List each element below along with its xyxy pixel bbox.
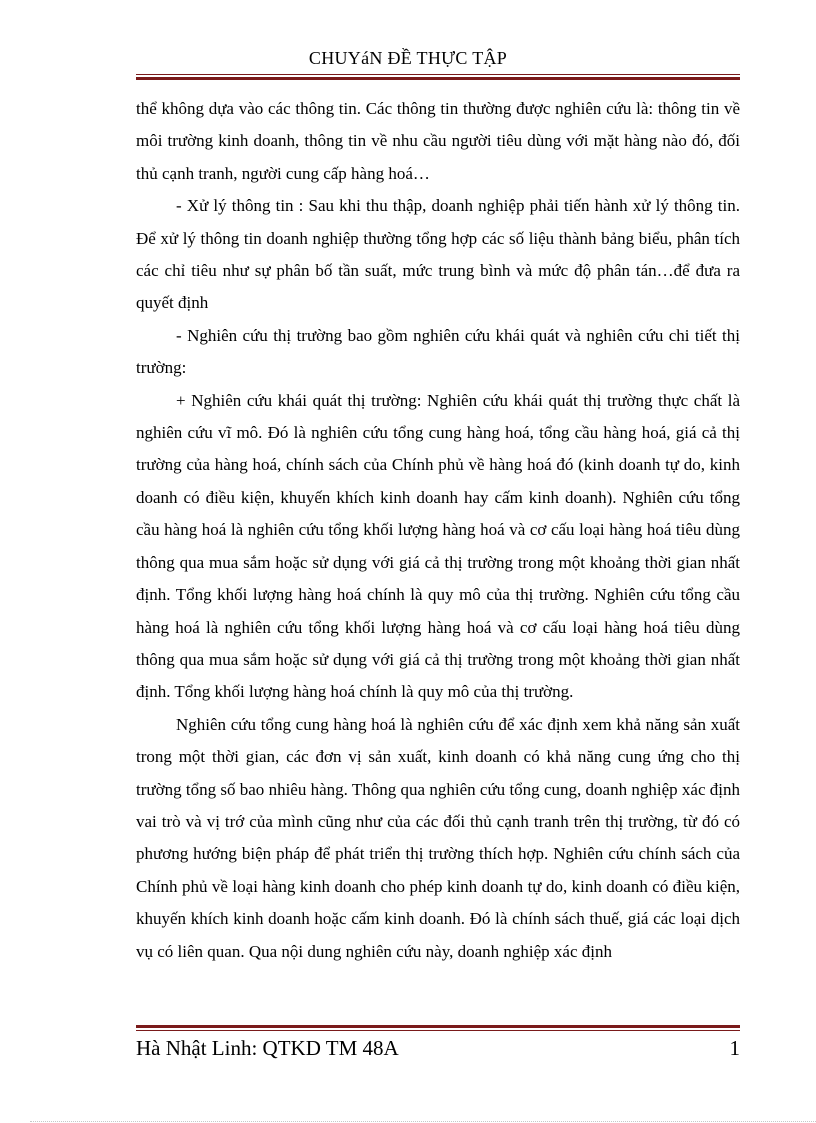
document-body bbox=[136, 93, 740, 968]
header-rule bbox=[136, 74, 740, 80]
header-rule-thin bbox=[136, 74, 740, 75]
paragraph: Nghiên cứu tổng cung hàng hoá là nghiên cứu để xác định xem khả năng sản xuất trong một thời gian, các đơn vị sản xuất, kinh doanh có khả năng cung ứng cho thị trường tổng số bao nhiêu hàng. Thông qua nghiên cứu tổng cung, doanh nghiệp xác định vai trò và vị trớ của mình cũng như của các đối thủ cạnh tranh trên thị trường, từ đó có phương hướng biện pháp để phát triển thị trường thích hợp. Nghiên cứu chính sách của Chính phủ về loại hàng kinh doanh cho phép kinh doanh tự do, kinh doanh có điều kiện, khuyến khích kinh doanh hoặc cấm kinh doanh. Đó là chính sách thuế, giá các loại dịch vụ có liên quan. Qua nội dung nghiên cứu này, doanh nghiệp xác định bbox=[136, 714, 740, 961]
footer-author: Hà Nhật Linh: QTKD TM 48A bbox=[136, 1036, 399, 1060]
paragraph: thể không dựa vào các thông tin. Các thông tin thường được nghiên cứu là: thông tin về môi trường kinh doanh, thông tin về nhu cầu người tiêu dùng với mặt hàng nào đó, đối thủ cạnh tranh, người cung cấp hàng hoá… bbox=[136, 99, 740, 183]
header-rule-thick bbox=[136, 77, 740, 80]
page-number: 1 bbox=[729, 1036, 740, 1060]
paragraph: + Nghiên cứu khái quát thị trường: Nghiên cứu khái quát thị trường thực chất là nghiên cứu vĩ mô. Đó là nghiên cứu tổng cung hàng hoá, tổng cầu hàng hoá, giá cả thị trường của hàng hoá, chính sách của Chính phủ về hàng hoá đó (kinh doanh tự do, kinh doanh có điều kiện, khuyến khích kinh doanh hay cấm kinh doanh). Nghiên cứu tổng cầu hàng hoá là nghiên cứu tổng khối lượng hàng hoá và cơ cấu loại hàng hoá tiêu dùng thông qua mua sắm hoặc sử dụng với giá cả thị trường trong một khoảng thời gian nhất định. Tổng khối lượng hàng hoá chính là quy mô của thị trường. Nghiên cứu tổng cầu hàng hoá là nghiên cứu tổng khối lượng hàng hoá và cơ cấu loại hàng hoá tiêu dùng thông qua mua sắm hoặc sử dụng với giá cả thị trường trong một khoảng thời gian nhất định. Tổng khối lượng hàng hoá chính là quy mô của thị trường. bbox=[136, 390, 740, 702]
paragraph: - Nghiên cứu thị trường bao gồm nghiên cứu khái quát và nghiên cứu chi tiết thị trường: bbox=[136, 325, 740, 378]
footer-rule-thick bbox=[136, 1025, 740, 1028]
footer-rule-thin bbox=[136, 1030, 740, 1031]
paragraph: - Xử lý thông tin : Sau khi thu thập, doanh nghiệp phải tiến hành xử lý thông tin. Để xử lý thông tin doanh nghiệp thường tổng hợp các số liệu thành bảng biểu, phân tích các chỉ tiêu như sự phân bố tần suất, mức trung bình và mức độ phân tán…để đưa ra quyết định bbox=[136, 196, 740, 313]
page-edge-dotted-line bbox=[30, 1121, 816, 1122]
footer-rule bbox=[136, 1025, 740, 1031]
page-header-title: CHUYáN ĐỀ THỰC TẬP bbox=[308, 48, 508, 68]
